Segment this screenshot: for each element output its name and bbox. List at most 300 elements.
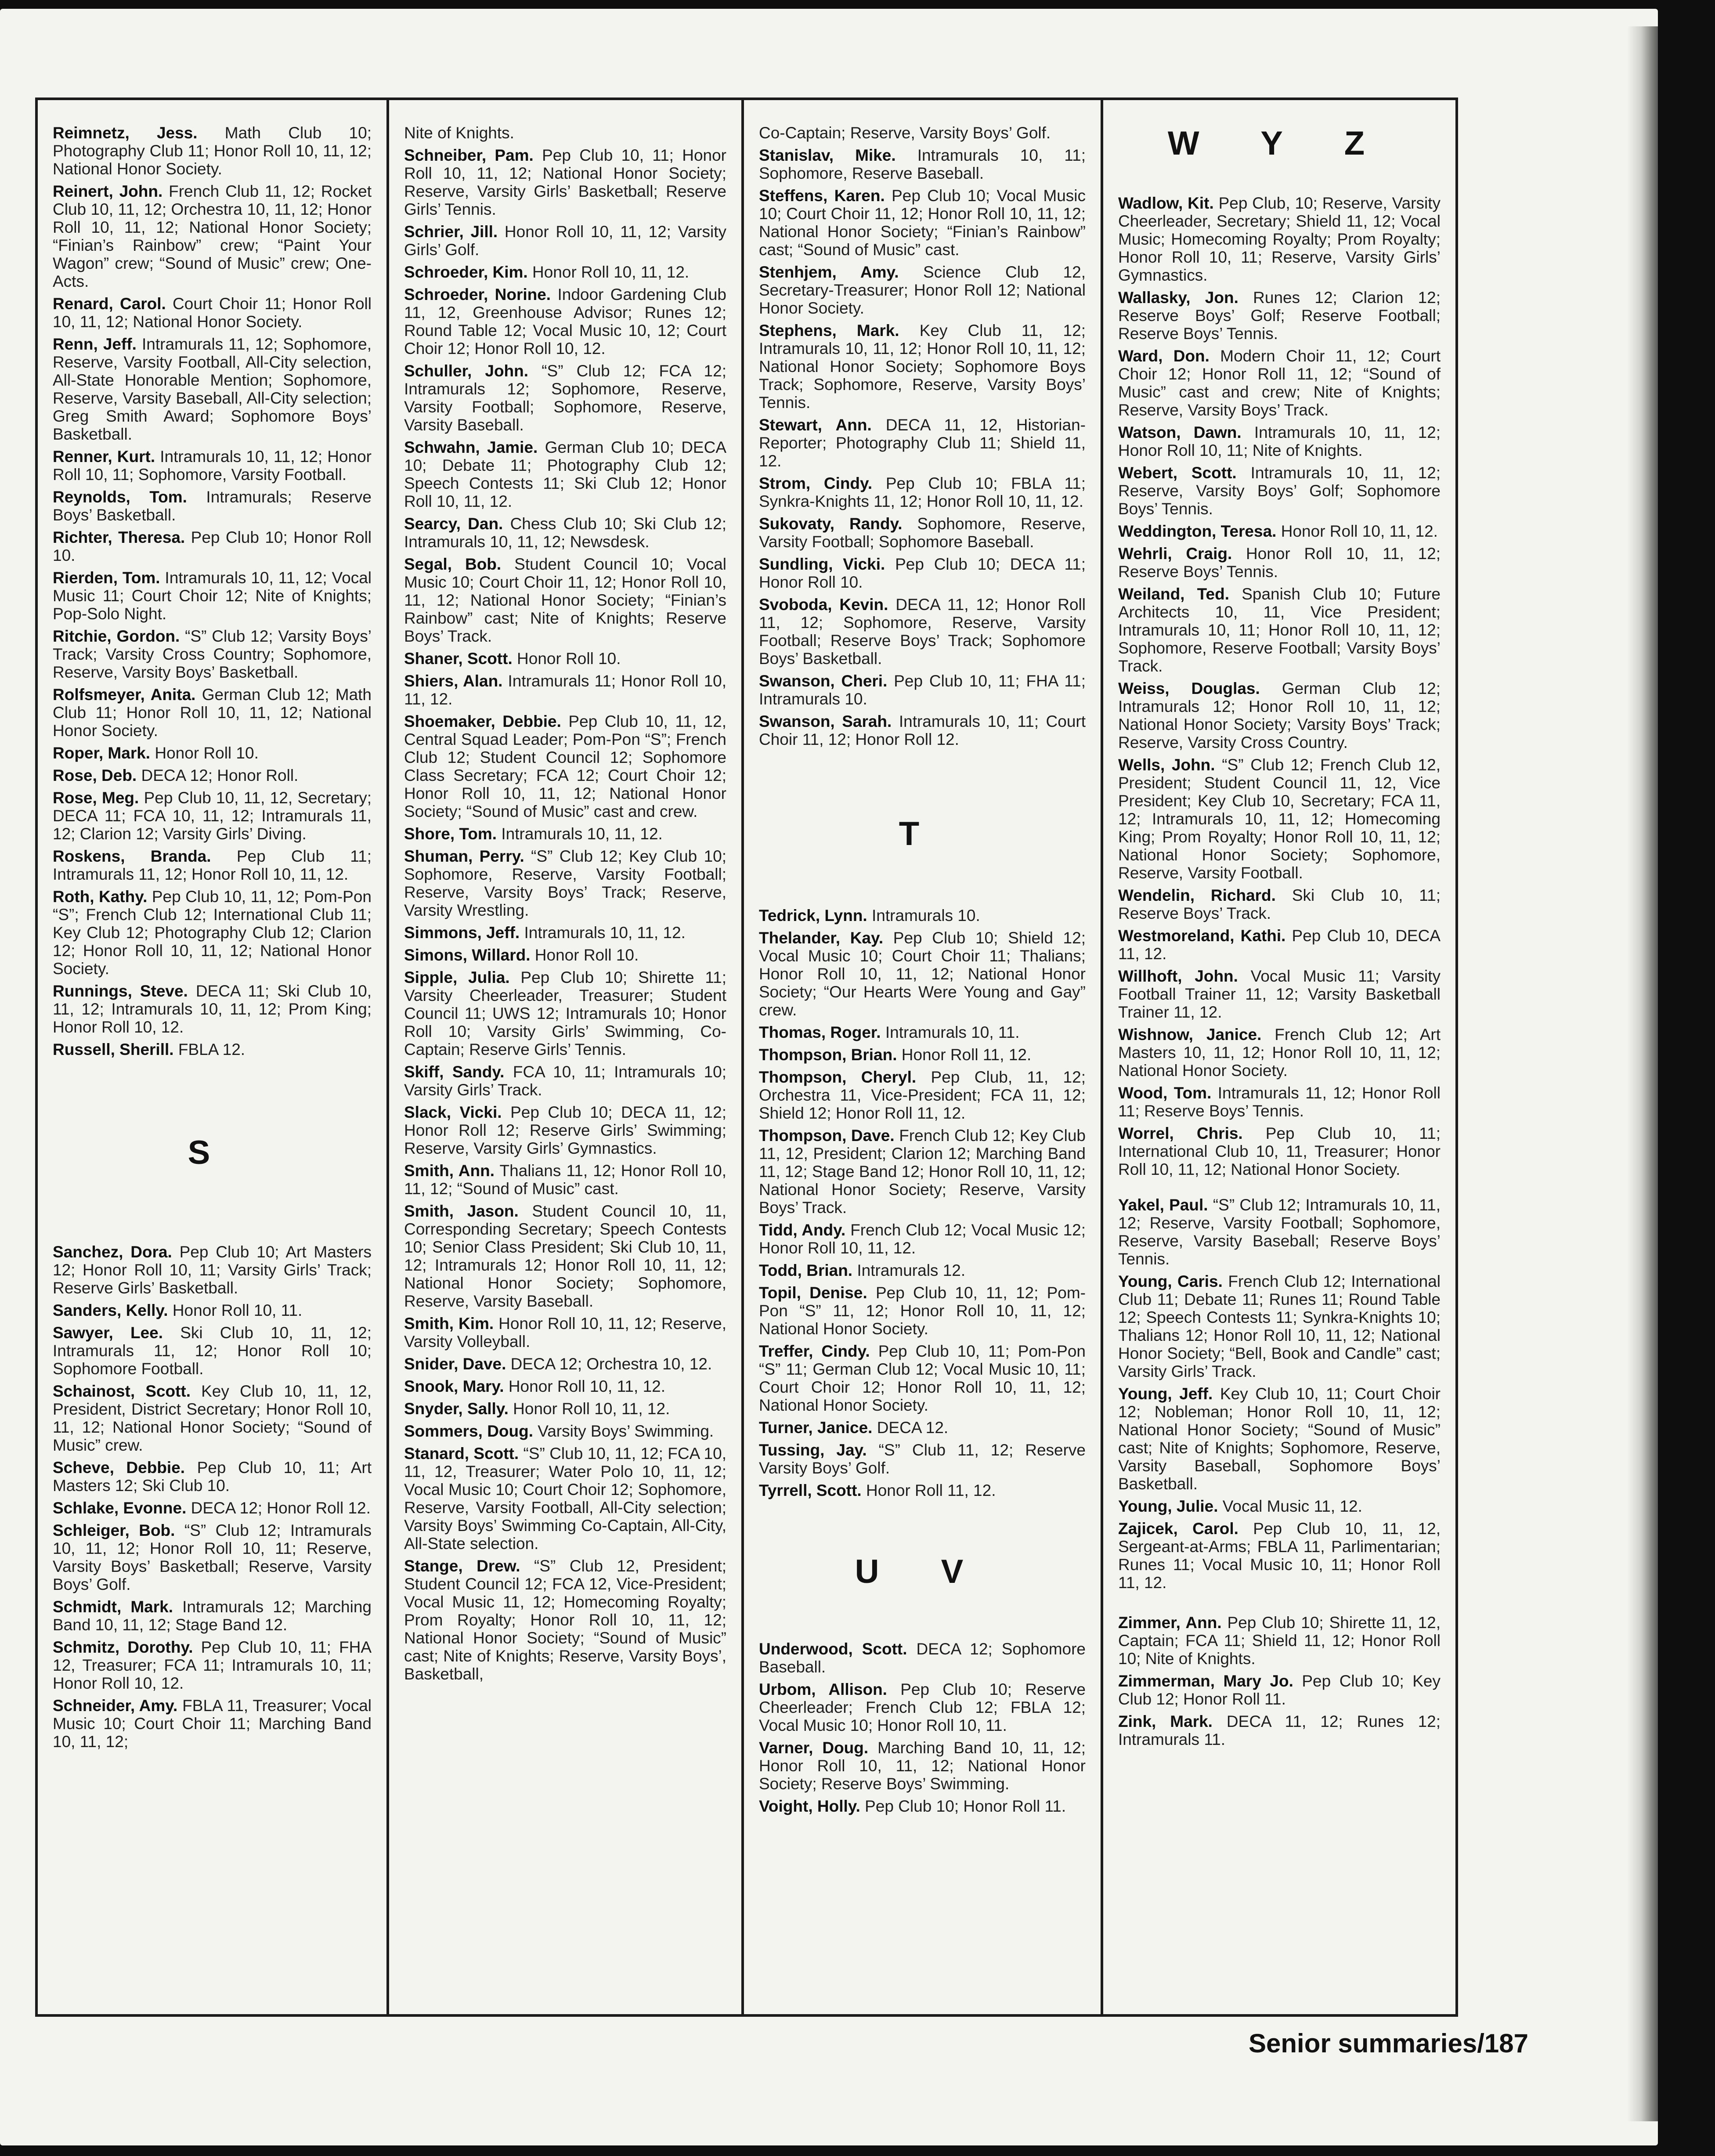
activities-text: Pep Club, 11, 12; Orchestra 11, Vice-President; FCA 11, 12; Shield 12; Honor Roll 11, 12. (759, 1068, 1086, 1122)
activities-text: DECA 11, 12, Historian-Reporter; Photography Club 11; Shield 11, 12. (759, 416, 1086, 470)
senior-entry (53, 1301, 372, 1319)
activities-text: Intramurals 12; Marching Band 10, 11, 12; Stage Band 12. (53, 1598, 372, 1634)
student-name: Simons, Willard. (404, 946, 531, 964)
senior-entry (53, 982, 372, 1036)
student-name: Shaner, Scott. (404, 650, 513, 668)
student-name: Roth, Kathy. (53, 888, 148, 906)
senior-entry (759, 124, 1086, 142)
student-name: Renn, Jeff. (53, 335, 137, 353)
senior-entry (404, 1103, 726, 1157)
senior-entry (404, 146, 726, 218)
activities-text: Ski Club 10, 11, 12; Intramurals 11, 12; Honor Roll 10; Sophomore Football. (53, 1324, 372, 1378)
senior-entry (53, 888, 372, 978)
senior-entry (404, 515, 726, 551)
student-name: Weiss, Douglas. (1118, 679, 1260, 697)
senior-entry (404, 1422, 726, 1440)
student-name: Slack, Vicki. (404, 1103, 502, 1121)
senior-entry (404, 672, 726, 708)
senior-entry (1118, 1497, 1441, 1515)
senior-entry (759, 672, 1086, 708)
senior-entry (759, 1023, 1086, 1041)
student-name: Steffens, Karen. (759, 187, 885, 205)
student-name: Rierden, Tom. (53, 569, 160, 587)
activities-text: Honor Roll 11, 12. (901, 1046, 1032, 1064)
student-name: Ward, Don. (1118, 347, 1210, 365)
student-name: Schrier, Jill. (404, 223, 498, 241)
senior-entry (404, 555, 726, 645)
senior-entry (404, 1162, 726, 1198)
student-name: Thomas, Roger. (759, 1023, 881, 1041)
student-name: Webert, Scott. (1118, 464, 1237, 482)
student-name: Thompson, Brian. (759, 1046, 897, 1064)
student-name: Rolfsmeyer, Anita. (53, 686, 196, 704)
activities-text: Court Choir 11; Honor Roll 10, 11, 12; National Honor Society. (53, 295, 372, 331)
activities-text: Spanish Club 10; Future Architects 10, 11, Vice President; Intramurals 10, 11; Honor Roll 10, 11, 12; Sophomore, Reserve Football; Varsity Boys’ Track. (1118, 585, 1441, 675)
activities-text: Chess Club 10; Ski Club 12; Intramurals 10, 11, 12; Newsdesk. (404, 515, 726, 551)
activities-text: Pep Club 10; Key Club 12; Honor Roll 11. (1118, 1672, 1441, 1708)
activities-text: German Club 12; Intramurals 12; Honor Roll 10, 11, 12; National Honor Society; Varsity Boys’ Track; Reserve, Varsity Cross Country. (1118, 679, 1441, 751)
senior-entry (1118, 1672, 1441, 1708)
activities-text: Vocal Music 11; Varsity Football Trainer 11, 12; Varsity Basketball Trainer 11, 12. (1118, 967, 1441, 1021)
activities-text: Honor Roll 10, 11, 12; Reserve, Varsity Volleyball. (404, 1315, 726, 1351)
student-name: Voight, Holly. (759, 1797, 860, 1815)
senior-entry (53, 1521, 372, 1593)
activities-text: Intramurals 12. (857, 1261, 966, 1279)
student-name: Young, Caris. (1118, 1272, 1223, 1290)
senior-entry (404, 1315, 726, 1351)
student-name: Young, Julie. (1118, 1497, 1218, 1515)
activities-text: DECA 12; Sophomore Baseball. (759, 1640, 1086, 1676)
student-name: Smith, Jason. (404, 1202, 519, 1220)
student-name: Zink, Mark. (1118, 1712, 1213, 1730)
senior-entry (53, 182, 372, 290)
senior-entry (53, 1243, 372, 1297)
activities-text: Intramurals 10. (872, 906, 980, 925)
student-name: Schleiger, Bob. (53, 1521, 175, 1539)
activities-text: Pep Club 10, 11, 12; Pom-Pon “S”; French Club 12; International Club 11; Key Club 12; Photography Club 12; Clarion 12; Honor Roll 10, 11, 12; National Honor Society. (53, 888, 372, 978)
column-1 (38, 98, 386, 2017)
senior-entry (404, 362, 726, 434)
student-name: Worrel, Chris. (1118, 1124, 1243, 1142)
senior-entry (759, 1221, 1086, 1257)
senior-entry (759, 515, 1086, 551)
activities-text: German Club 12; Math Club 11; Honor Roll 10, 11, 12; National Honor Society. (53, 686, 372, 740)
activities-text: Sophomore, Reserve, Varsity Football; Sophomore Baseball. (759, 515, 1086, 551)
student-name: Watson, Dawn. (1118, 423, 1242, 441)
activities-text: Honor Roll 10. (534, 946, 639, 964)
activities-text: Intramurals 10, 11; Sophomore, Reserve Baseball. (759, 146, 1086, 182)
student-name: Sommers, Doug. (404, 1422, 533, 1440)
activities-text: Intramurals 10, 11, 12. (501, 825, 663, 843)
activities-text: Intramurals 10, 11; Court Choir 11, 12; Honor Roll 12. (759, 712, 1086, 748)
activities-text: Honor Roll 11, 12. (866, 1481, 996, 1499)
activities-text: Pep Club 10; Honor Roll 10. (53, 528, 372, 564)
senior-entry (53, 448, 372, 484)
senior-entry (1118, 464, 1441, 518)
student-name: Schneider, Amy. (53, 1697, 178, 1715)
senior-entry (1118, 1520, 1441, 1592)
activities-text: Runes 12; Clarion 12; Reserve Boys’ Golf; Reserve Football; Reserve Boys’ Tennis. (1118, 289, 1441, 343)
senior-entry (759, 1127, 1086, 1217)
senior-entry (53, 744, 372, 762)
student-name: Thelander, Kay. (759, 929, 884, 947)
student-name: Searcy, Dan. (404, 515, 503, 533)
activities-text: Pep Club 10; Reserve Cheerleader; French Club 12; FBLA 12; Vocal Music 10; Honor Roll 10, 11. (759, 1680, 1086, 1734)
senior-entry (1118, 289, 1441, 343)
activities-text: Intramurals; Reserve Boys’ Basketball. (53, 488, 372, 524)
senior-entry (759, 906, 1086, 925)
activities-text: Pep Club 10; Shield 12; Vocal Music 10; Court Choir 11; Thalians; Honor Roll 10, 11, 12; National Honor Society; “Our Hearts Were Young and Gay” crew. (759, 929, 1086, 1019)
student-name: Sanchez, Dora. (53, 1243, 172, 1261)
senior-entry (404, 1202, 726, 1310)
senior-entry (759, 1680, 1086, 1734)
student-name: Schroeder, Kim. (404, 263, 528, 281)
activities-text: FCA 10, 11; Intramurals 10; Varsity Girls’ Track. (404, 1063, 727, 1099)
activities-text: Intramurals 11, 12; Honor Roll 11; Reserve Boys’ Tennis. (1118, 1084, 1441, 1120)
senior-entry (1118, 347, 1441, 419)
activities-text: Math Club 10; Photography Club 11; Honor Roll 10, 11, 12; National Honor Society. (53, 124, 372, 178)
senior-entry (404, 847, 726, 919)
student-name: Ritchie, Gordon. (53, 627, 180, 645)
activities-text: Indoor Gardening Club 11, 12, Greenhouse Advisor; Runes 12; Round Table 12; Vocal Music 10, 12; Court Choir 12; Honor Roll 10, 12. (404, 285, 727, 358)
senior-entry (53, 335, 372, 443)
senior-entry (759, 416, 1086, 470)
senior-entry (1118, 1084, 1441, 1120)
student-name: Thompson, Dave. (759, 1127, 895, 1145)
activities-text: “S” Club 12; Intramurals 10, 11, 12; Honor Roll 10, 11; Reserve, Varsity Boys’ Basketball; Reserve, Varsity Boys’ Golf. (53, 1521, 372, 1593)
activities-text: “S” Club 10, 11, 12; FCA 10, 11, 12, Treasurer; Water Polo 10, 11, 12; Vocal Music 10; Court Choir 12; Sophomore, Reserve, Varsity Football, All-City selection; Varsity Boys’ Swimming Co-Captain, All-City, All-State selection. (404, 1445, 726, 1553)
student-name: Wadlow, Kit. (1118, 194, 1214, 212)
activities-text: Pep Club 11; Intramurals 11, 12; Honor Roll 10, 11, 12. (53, 847, 372, 883)
student-name: Schwahn, Jamie. (404, 438, 538, 456)
senior-entry (759, 1797, 1086, 1815)
activities-text: Key Club 10, 11; Court Choir 12; Nobleman; Honor Roll 10, 11, 12; National Honor Society; “Sound of Music” cast; Nite of Knights; Sophomore, Reserve, Varsity Baseball, Sophomore Boys’ Basketball. (1118, 1385, 1441, 1493)
activities-text: Pep Club 10, 11; Art Masters 12; Ski Club 10. (53, 1459, 372, 1495)
activities-text: “S” Club 11, 12; Reserve Varsity Boys’ Golf. (759, 1441, 1086, 1477)
senior-entry (404, 1400, 726, 1418)
senior-entry (759, 1739, 1086, 1793)
senior-entry (53, 488, 372, 524)
senior-entry (1118, 886, 1441, 922)
senior-entry (404, 1557, 726, 1683)
senior-entry (53, 528, 372, 564)
senior-entry (404, 968, 726, 1058)
senior-entry (1118, 679, 1441, 751)
senior-entry (759, 146, 1086, 182)
senior-entry (404, 825, 726, 843)
senior-entry (53, 789, 372, 843)
activities-text: Pep Club, 10; Reserve, Varsity Cheerleader, Secretary; Shield 11, 12; Vocal Music; Homecoming Royalty; Prom Royalty; Honor Roll 10, 11; Reserve, Varsity Girls’ Gymnastics. (1118, 194, 1441, 284)
column-3 (741, 98, 1101, 2017)
senior-entry (759, 474, 1086, 510)
senior-entry (404, 263, 726, 281)
student-name: Stanard, Scott. (404, 1445, 519, 1463)
activities-text: FBLA 11, Treasurer; Vocal Music 10; Court Choir 11; Marching Band 10, 11, 12; (53, 1697, 372, 1751)
student-name: Renner, Kurt. (53, 448, 155, 466)
activities-text: Student Council 10; Vocal Music 10; Court Choir 11, 12; Honor Roll 10, 11, 12; National Honor Society; “Finian’s Rainbow” cast; Nite of Knights; Reserve Boys’ Track. (404, 555, 727, 645)
activities-text: “S” Club 12; Intramurals 10, 11, 12; Reserve, Varsity Football; Sophomore, Reserve, Varsity Baseball; Reserve Boys’ Tennis. (1118, 1196, 1441, 1268)
student-name: Snook, Mary. (404, 1377, 504, 1395)
student-name: Young, Jeff. (1118, 1385, 1213, 1403)
senior-entry (404, 438, 726, 510)
senior-entry (53, 847, 372, 883)
activities-text: Varsity Boys’ Swimming. (538, 1422, 714, 1440)
section-letter: U V (855, 1553, 990, 1590)
activities-text: Pep Club 10; DECA 11, 12; Honor Roll 12; Reserve Girls’ Swimming; Reserve, Varsity Girls’ Gymnastics. (404, 1103, 726, 1157)
student-name: Stanislav, Mike. (759, 146, 896, 164)
student-name: Smith, Kim. (404, 1315, 494, 1333)
senior-entry (1118, 756, 1441, 882)
senior-entry (1118, 585, 1441, 675)
column-4 (1101, 98, 1455, 2017)
student-name: Varner, Doug. (759, 1739, 869, 1757)
student-name: Reinert, John. (53, 182, 163, 200)
activities-text: “S” Club 12; Varsity Boys’ Track; Varsity Cross Country; Sophomore, Reserve, Varsity Boys’ Basketball. (53, 627, 372, 681)
student-name: Simmons, Jeff. (404, 924, 520, 942)
senior-entry (53, 295, 372, 331)
student-name: Strom, Cindy. (759, 474, 873, 492)
activities-text: Pep Club 10, 11; FHA 12, Treasurer; FCA 11; Intramurals 10, 11; Honor Roll 10, 12. (53, 1638, 372, 1692)
senior-entry (53, 124, 372, 178)
activities-text: Pep Club 10, 11; Pom-Pon “S” 11; German Club 12; Vocal Music 10, 11; Court Choir 12; Honor Roll 10, 11, 12; National Honor Society. (759, 1342, 1086, 1414)
senior-entry (1118, 1196, 1441, 1268)
activities-text: Honor Roll 10, 11, 12; Reserve Boys’ Tennis. (1118, 545, 1441, 581)
activities-text: Pep Club 10; Art Masters 12; Honor Roll 10, 11; Varsity Girls’ Track; Reserve Girls’ Basketball. (53, 1243, 372, 1297)
student-name: Wood, Tom. (1118, 1084, 1212, 1102)
binding-edge (1627, 26, 1658, 2121)
student-name: Swanson, Sarah. (759, 712, 892, 730)
activities-text: Pep Club 10; Vocal Music 10; Court Choir 11, 12; Honor Roll 10, 11, 12; National Honor Society; “Finian’s Rainbow” cast; “Sound of Music” cast. (759, 187, 1086, 259)
senior-entry (759, 187, 1086, 259)
activities-text: Pep Club 10, 11; FHA 11; Intramurals 10. (759, 672, 1086, 708)
student-name: Schlake, Evonne. (53, 1499, 187, 1517)
activities-text: Intramurals 10, 11, 12; Reserve, Varsity Boys’ Golf; Sophomore Boys’ Tennis. (1118, 464, 1441, 518)
senior-entry (404, 223, 726, 259)
senior-entry (53, 1499, 372, 1517)
senior-entry (759, 596, 1086, 668)
activities-text: “S” Club 12, President; Student Council 12; FCA 12, Vice-President; Vocal Music 11, 12; Homecoming Royalty; Prom Royalty; Honor Roll 10, 11, 12; National Honor Society; “Sound of Music” cast; Nite of Knights; Reserve, Varsity Boys’, Basketball, (404, 1557, 726, 1683)
student-name: Schmidt, Mark. (53, 1598, 173, 1616)
senior-entry (1118, 1614, 1441, 1668)
student-name: Swanson, Cheri. (759, 672, 888, 690)
senior-entry (53, 569, 372, 623)
activities-text: Intramurals 10, 11. (885, 1023, 1020, 1041)
student-name: Weddington, Teresa. (1118, 522, 1277, 540)
senior-entry (1118, 1712, 1441, 1748)
activities-text: Honor Roll 10, 11, 12. (513, 1400, 670, 1418)
student-name: Wishnow, Janice. (1118, 1026, 1262, 1044)
student-name: Stephens, Mark. (759, 321, 899, 339)
student-name: Svoboda, Kevin. (759, 596, 888, 614)
student-name: Zimmerman, Mary Jo. (1118, 1672, 1293, 1690)
senior-entry (759, 1640, 1086, 1676)
student-name: Renard, Carol. (53, 295, 166, 313)
activities-text: Honor Roll 10, 11, 12. (532, 263, 690, 281)
column-2 (386, 98, 741, 2017)
activities-text: Honor Roll 10. (155, 744, 259, 762)
senior-entry (759, 1284, 1086, 1338)
activities-text: Pep Club 10, 11; Honor Roll 10, 11, 12; National Honor Society; Reserve, Varsity Girls’ Basketball; Reserve Girls’ Tennis. (404, 146, 726, 218)
activities-text: Pep Club 10, 11, 12, Central Squad Leader; Pom-Pon “S”; French Club 12; Student Council 12; Sophomore Class Secretary; FCA 12; Court Choir 12; Honor Roll 10, 11, 12; National Honor Society; “Sound of Music” cast and crew. (404, 712, 726, 820)
senior-entry (404, 1445, 726, 1553)
senior-entry (404, 712, 726, 820)
student-name: Tidd, Andy. (759, 1221, 846, 1239)
senior-entry (1118, 1385, 1441, 1493)
student-name: Schroeder, Norine. (404, 285, 551, 303)
student-name: Snyder, Sally. (404, 1400, 509, 1418)
student-name: Stange, Drew. (404, 1557, 520, 1575)
activities-text: French Club 12; Vocal Music 12; Honor Roll 10, 11, 12. (759, 1221, 1086, 1257)
student-name: Schainost, Scott. (53, 1382, 191, 1400)
activities-text: “S” Club 12; FCA 12; Intramurals 12; Sophomore, Reserve, Varsity Football; Sophomore, Reserve, Varsity Baseball. (404, 362, 726, 434)
student-name: Westmoreland, Kathi. (1118, 927, 1286, 945)
senior-entry (1118, 927, 1441, 963)
senior-entry (404, 924, 726, 942)
activities-text: Honor Roll 10, 11, 12; Varsity Girls’ Golf. (404, 223, 726, 259)
senior-entry (1118, 423, 1441, 459)
activities-text: Ski Club 10, 11; Reserve Boys’ Track. (1118, 886, 1441, 922)
activities-text: French Club 11, 12; Rocket Club 10, 11, 12; Orchestra 10, 11, 12; Honor Roll 10, 11, 12; National Honor Society; “Finian’s Rainbow” crew; “Paint Your Wagon” crew; “Sound of Music” crew; One-Acts. (53, 182, 372, 290)
student-name: Yakel, Paul. (1118, 1196, 1208, 1214)
student-name: Sundling, Vicki. (759, 555, 885, 573)
section-letter: W Y Z (1167, 125, 1391, 162)
activities-text: “S” Club 12; Key Club 10; Sophomore, Reserve, Varsity Football; Reserve, Varsity Boys’ Track; Reserve, Varsity Wrestling. (404, 847, 727, 919)
student-name: Richter, Theresa. (53, 528, 185, 546)
activities-text: German Club 10; DECA 10; Debate 11; Photography Club 12; Speech Contests 11; Ski Club 12; Honor Roll 10, 11, 12. (404, 438, 727, 510)
senior-entry (759, 712, 1086, 748)
student-name: Wehrli, Craig. (1118, 545, 1232, 563)
senior-entry (404, 1063, 726, 1099)
activities-text: Intramurals 10, 11, 12; Honor Roll 10, 11; Nite of Knights. (1118, 423, 1441, 459)
activities-text: Nite of Knights. (404, 124, 514, 142)
activities-text: DECA 11, 12; Honor Roll 11, 12; Sophomore, Reserve, Varsity Football; Reserve Boys’ Track; Sophomore Boys’ Basketball. (759, 596, 1086, 668)
student-name: Schneiber, Pam. (404, 146, 534, 164)
senior-entry (404, 1377, 726, 1395)
senior-entry (759, 1342, 1086, 1414)
senior-entry (53, 1040, 372, 1058)
student-name: Reynolds, Tom. (53, 488, 187, 506)
activities-text: French Club 12; International Club 11; Debate 11; Runes 11; Round Table 12; Speech Contests 11; Synkra-Knights 10; Thalians 12; Honor Roll 10, 11, 12; National Honor Society; “Bell, Book and Candle” cast; Varsity Girls’ Track. (1118, 1272, 1441, 1380)
student-name: Wendelin, Richard. (1118, 886, 1276, 904)
activities-text: Science Club 12, Secretary-Treasurer; Honor Roll 12; National Honor Society. (759, 263, 1086, 317)
activities-text: Marching Band 10, 11, 12; Honor Roll 10, 11, 12; National Honor Society; Reserve Boys’ Swimming. (759, 1739, 1086, 1793)
senior-entry (759, 1481, 1086, 1499)
student-name: Stenhjem, Amy. (759, 263, 899, 281)
student-name: Zimmer, Ann. (1118, 1614, 1222, 1632)
student-name: Willhoft, John. (1118, 967, 1238, 985)
student-name: Shoemaker, Debbie. (404, 712, 561, 730)
student-name: Reimnetz, Jess. (53, 124, 198, 142)
senior-entry (759, 1419, 1086, 1437)
senior-entry (404, 1355, 726, 1373)
student-name: Todd, Brian. (759, 1261, 853, 1279)
student-name: Snider, Dave. (404, 1355, 506, 1373)
activities-text: DECA 12; Honor Roll. (141, 766, 299, 784)
student-name: Rose, Meg. (53, 789, 139, 807)
section-letter: S (188, 1134, 237, 1171)
activities-text: Key Club 11, 12; Intramurals 10, 11, 12; Honor Roll 10, 11, 12; National Honor Society; Sophomore Boys Track; Sophomore, Reserve, Varsity Boys’ Tennis. (759, 321, 1086, 412)
senior-entry (404, 946, 726, 964)
activities-text: Intramurals 11, 12; Sophomore, Reserve, Varsity Football, All-City selection, All-State Honorable Mention; Sophomore, Reserve, Varsity Baseball, All-City selection; Greg Smith Award; Sophomore Boys’ Basketball. (53, 335, 372, 443)
activities-text: Pep Club 10; Shirette 11; Varsity Cheerleader, Treasurer; Student Council 11; UWS 12; Intramurals 10; Honor Roll 10; Varsity Girls’ Swimming, Co-Captain; Reserve Girls’ Tennis. (404, 968, 727, 1058)
activities-text: Modern Choir 11, 12; Court Choir 12; Honor Roll 11, 12; “Sound of Music” cast and crew; Nite of Knights; Reserve, Varsity Boys’ Track. (1118, 347, 1441, 419)
activities-text: Honor Roll 10, 11. (172, 1301, 303, 1319)
student-name: Rose, Deb. (53, 766, 137, 784)
student-name: Sanders, Kelly. (53, 1301, 168, 1319)
activities-text: “S” Club 12; French Club 12, President; Student Council 11, 12, Vice President; Key Club 10, Secretary; FCA 11, 12; Intramurals 10, 11, 12; Homecoming King; Prom Royalty; Honor Roll 10, 11, 12; National Honor Society; Sophomore, Reserve, Varsity Football. (1118, 756, 1441, 882)
activities-text: DECA 11; Ski Club 10, 11, 12; Intramurals 10, 11, 12; Prom King; Honor Roll 10, 12. (53, 982, 372, 1036)
activities-text: Intramurals 11; Honor Roll 10, 11, 12. (404, 672, 727, 708)
activities-text: French Club 12; Key Club 11, 12, President; Clarion 12; Marching Band 11, 12; Stage Band 12; Honor Roll 10, 11, 12; National Honor Society; Reserve, Varsity Boys’ Track. (759, 1127, 1086, 1217)
senior-entry (1118, 967, 1441, 1021)
student-name: Sipple, Julia. (404, 968, 510, 986)
senior-entry (759, 1261, 1086, 1279)
student-name: Tyrrell, Scott. (759, 1481, 862, 1499)
senior-entry (404, 124, 726, 142)
activities-text: FBLA 12. (178, 1040, 246, 1058)
senior-entry (759, 263, 1086, 317)
senior-entry (53, 766, 372, 784)
senior-entry (759, 321, 1086, 412)
senior-entry (1118, 522, 1441, 540)
activities-text: Key Club 10, 11, 12, President, District Secretary; Honor Roll 10, 11, 12; National Honor Society; “Sound of Music” crew. (53, 1382, 372, 1454)
activities-text: French Club 12; Art Masters 10, 11, 12; Honor Roll 10, 11, 12; National Honor Society. (1118, 1026, 1441, 1080)
activities-text: Intramurals 10, 11, 12; Honor Roll 10, 11; Sophomore, Varsity Football. (53, 448, 372, 484)
student-name: Treffer, Cindy. (759, 1342, 870, 1360)
senior-entry (759, 1441, 1086, 1477)
activities-text: Co-Captain; Reserve, Varsity Boys’ Golf. (759, 124, 1051, 142)
student-name: Russell, Sherill. (53, 1040, 174, 1058)
student-name: Schuller, John. (404, 362, 529, 380)
senior-entry (53, 1459, 372, 1495)
student-name: Weiland, Ted. (1118, 585, 1229, 603)
activities-text: Honor Roll 10, 11, 12. (1281, 522, 1438, 540)
senior-entry (53, 1324, 372, 1378)
activities-text: Student Council 10, 11, Corresponding Secretary; Speech Contests 10; Senior Class President; Ski Club 10, 11, 12; Intramurals 12; Honor Roll 10, 11, 12; National Honor Society; Sophomore, Reserve, Varsity Baseball. (404, 1202, 726, 1310)
senior-entry (53, 627, 372, 681)
student-name: Roper, Mark. (53, 744, 151, 762)
activities-text: Pep Club 10, DECA 11, 12. (1118, 927, 1441, 963)
student-name: Smith, Ann. (404, 1162, 495, 1180)
activities-text: Thalians 11, 12; Honor Roll 10, 11, 12; “Sound of Music” cast. (404, 1162, 726, 1198)
senior-entry (53, 1382, 372, 1454)
activities-text: DECA 12; Orchestra 10, 12. (510, 1355, 712, 1373)
activities-text: Honor Roll 10. (517, 650, 621, 668)
senior-entry (1118, 545, 1441, 581)
senior-entry (53, 1697, 372, 1751)
student-name: Shiers, Alan. (404, 672, 503, 690)
activities-text: Pep Club 10; DECA 11; Honor Roll 10. (759, 555, 1086, 591)
student-name: Runnings, Steve. (53, 982, 188, 1000)
senior-entry (404, 285, 726, 358)
activities-text: Pep Club 10, 11, 12, Secretary; DECA 11; FCA 10, 11, 12; Intramurals 11, 12; Clarion 12; Varsity Girls’ Diving. (53, 789, 372, 843)
student-name: Skiff, Sandy. (404, 1063, 505, 1081)
student-name: Wells, John. (1118, 756, 1215, 774)
student-name: Segal, Bob. (404, 555, 502, 573)
activities-text: Pep Club 10, 11; International Club 10, 11, Treasurer; Honor Roll 10, 11, 12; National Honor Society. (1118, 1124, 1441, 1178)
activities-text: Pep Club 10; Honor Roll 11. (865, 1797, 1066, 1815)
activities-text: Pep Club 10; FBLA 11; Synkra-Knights 11, 12; Honor Roll 10, 11, 12. (759, 474, 1086, 510)
activities-text: Pep Club 10, 11, 12, Sergeant-at-Arms; FBLA 11, Parlimentarian; Runes 11; Vocal Music 10, 11; Honor Roll 11, 12. (1118, 1520, 1441, 1592)
activities-text: Pep Club 10, 11, 12; Pom-Pon “S” 11, 12; Honor Roll 10, 11, 12; National Honor Society. (759, 1284, 1086, 1338)
student-name: Sawyer, Lee. (53, 1324, 163, 1342)
activities-text: DECA 11, 12; Runes 12; Intramurals 11. (1118, 1712, 1441, 1748)
senior-entry (759, 555, 1086, 591)
senior-entry (404, 650, 726, 668)
student-name: Wallasky, Jon. (1118, 289, 1238, 307)
activities-text: Vocal Music 11, 12. (1222, 1497, 1362, 1515)
senior-entry (53, 1598, 372, 1634)
